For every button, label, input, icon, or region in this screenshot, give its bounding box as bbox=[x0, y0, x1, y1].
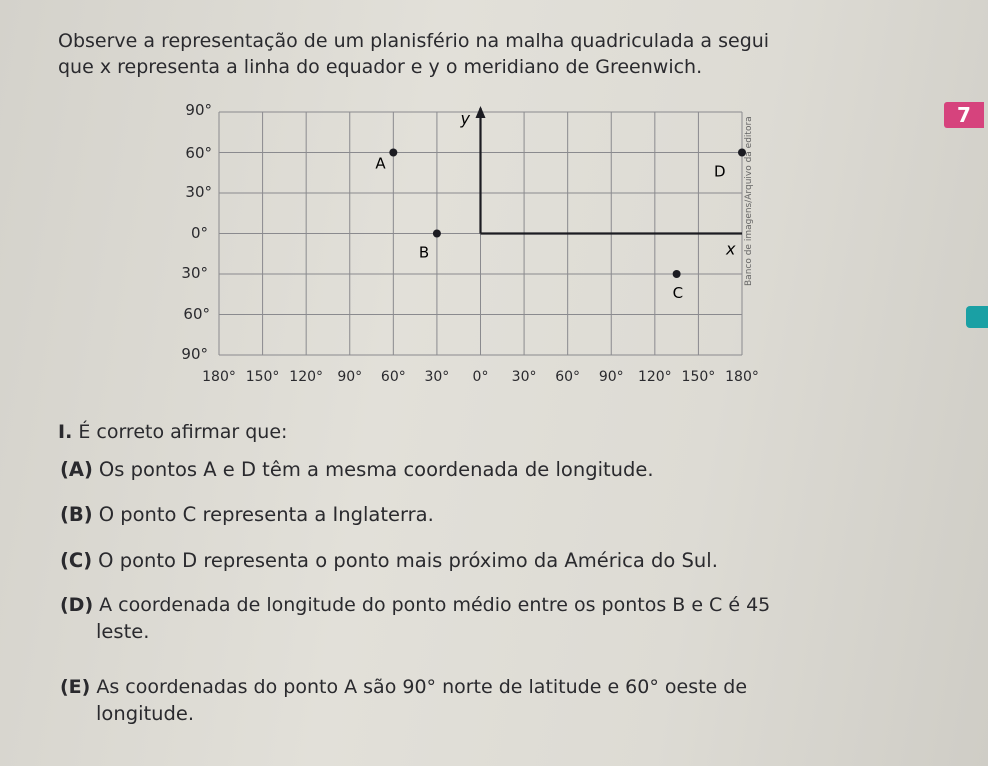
map-point-label: A bbox=[375, 154, 386, 173]
lon-label: 60° bbox=[555, 369, 581, 385]
map-point-label: B bbox=[418, 243, 430, 262]
lat-label-0: 0° bbox=[190, 224, 208, 242]
intro-text-line1: Observe a representação de um planisfério na malha quadriculada a segui bbox=[58, 30, 770, 52]
option-letter: (C) bbox=[60, 549, 93, 572]
option-text: A coordenada de longitude do ponto médio entre os pontos B e C é 45 bbox=[99, 594, 771, 616]
option-letter: (D) bbox=[60, 594, 94, 616]
option-b bbox=[60, 500, 434, 530]
option-letter: (A) bbox=[60, 458, 93, 481]
option-a bbox=[60, 455, 654, 485]
x-axis-label: x bbox=[726, 239, 736, 259]
map-point-label: D bbox=[714, 162, 726, 181]
lon-label: 150° bbox=[245, 369, 280, 385]
option-d bbox=[60, 590, 770, 620]
lon-label: 180° bbox=[725, 369, 759, 385]
option-letter: (E) bbox=[60, 676, 91, 698]
option-e-line2: longitude. bbox=[96, 702, 195, 725]
option-d-line2: leste. bbox=[96, 620, 150, 643]
map-point-a bbox=[389, 149, 397, 157]
option-text: As coordenadas do ponto A são 90° norte de latitude e 60° oeste de bbox=[96, 676, 748, 698]
map-point-label: C bbox=[672, 284, 684, 302]
lon-label: 120° bbox=[637, 369, 672, 385]
lon-label: 30° bbox=[424, 369, 450, 385]
lat-label-30n: 30° bbox=[185, 183, 212, 201]
option-text: O ponto D representa o ponto mais próximo da América do Sul. bbox=[98, 549, 718, 572]
option-text: Os pontos A e D têm a mesma coordenada de longitude. bbox=[98, 458, 654, 481]
map-point-c bbox=[673, 270, 681, 278]
map-axes bbox=[460, 106, 743, 259]
lon-label: 30° bbox=[511, 369, 537, 385]
lat-label-30s: 30° bbox=[181, 264, 208, 282]
lon-label: 60° bbox=[380, 369, 406, 385]
lat-label-60n: 60° bbox=[185, 144, 212, 162]
map-points bbox=[375, 149, 746, 303]
lon-label: 180° bbox=[202, 369, 236, 385]
option-text: O ponto C representa a Inglaterra. bbox=[98, 503, 434, 526]
side-tab-marker bbox=[966, 306, 988, 328]
lon-label: 0° bbox=[472, 369, 489, 385]
question-number: I. bbox=[58, 421, 73, 443]
option-e bbox=[60, 672, 747, 702]
image-credit: Banco de imagens/Arquivo da editora bbox=[744, 116, 754, 286]
lon-label: 150° bbox=[681, 369, 716, 385]
option-c bbox=[60, 546, 718, 576]
lat-label-90s: 90° bbox=[181, 345, 208, 363]
intro-text-line2: que x representa a linha do equador e y o meridiano de Greenwich. bbox=[58, 56, 703, 78]
exercise-badge: 7 bbox=[944, 102, 984, 128]
lon-label: 90° bbox=[337, 369, 363, 385]
option-letter: (B) bbox=[60, 503, 93, 526]
lon-label: 90° bbox=[598, 369, 624, 385]
lat-label-60s: 60° bbox=[183, 305, 210, 323]
y-axis-label: y bbox=[460, 109, 470, 128]
map-point-b bbox=[433, 230, 441, 238]
lat-label-90n: 90° bbox=[185, 101, 212, 119]
question-prompt: É correto afirmar que: bbox=[78, 421, 288, 443]
lon-label: 120° bbox=[289, 369, 324, 385]
question-title bbox=[58, 421, 287, 443]
